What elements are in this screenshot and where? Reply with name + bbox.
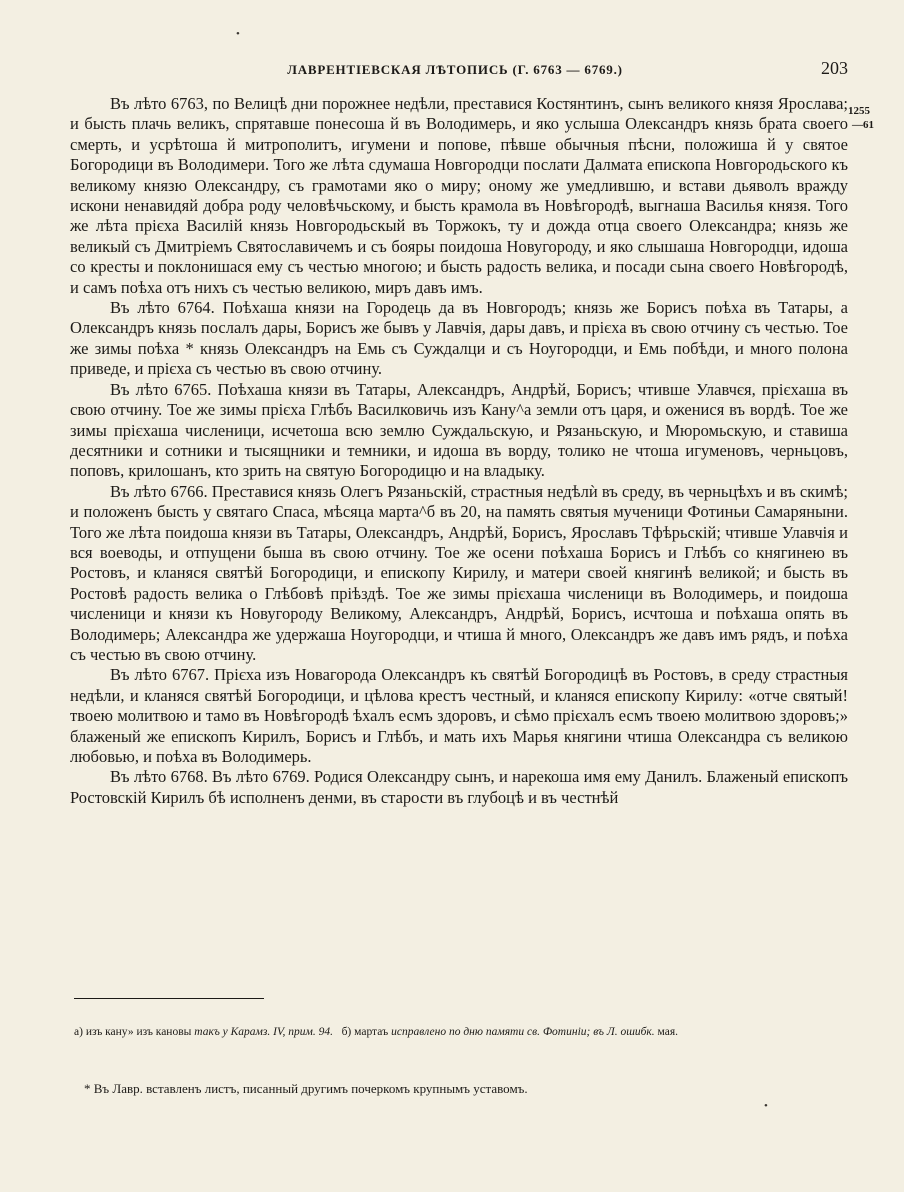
paragraph-6764: Въ лѣто 6764. Поѣхаша князи на Городець да въ Новгородъ; князь же Борисъ поѣха въ Татары, а Олександръ князь послалъ дары, Борисъ же бывъ у Лавчія, дары давъ, и прієха въ свою отчину съ честью. Тое же зимы поѣха * князь Олександръ на Емь съ Суждалци и съ Ноугородци, и Емь побѣди, и много полона приведе, и прієха съ честью въ свою отчину.	[70, 298, 848, 379]
footnote-line	[74, 1024, 850, 1040]
chronicle-body	[70, 94, 848, 808]
footnotes	[74, 1024, 850, 1040]
paragraph-6767: Въ лѣто 6767. Прієха изъ Новагорода Олександръ къ святѣй Богородицѣ въ Ростовъ, в среду страстныя недѣли, и кланяся святѣй Богородици, и цѣлова крестъ честный, и кланяся епископу Кирилу: «отче святый! твоею молитвою и тамо въ Новѣгородѣ ѣхалъ есмъ здоровъ, и сѣмо прієхалъ есмъ твоею молитвою здоровъ;» блаженый же епископъ Кирилъ, Борисъ и Глѣбъ, и мать ихъ Марья княгини чтиша Олександра съ великою любовью, и поѣха въ Володимерь.	[70, 665, 848, 766]
footnote-b-tail: мая.	[657, 1026, 679, 1038]
footnote-b-label: б)	[341, 1026, 352, 1038]
margin-note-line-2: —61	[852, 119, 874, 131]
paper-speck: •	[236, 28, 240, 40]
paragraph-6765: Въ лѣто 6765. Поѣхаша князи въ Татары, Александръ, Андрѣй, Борисъ; чтивше Улавчєя, прієхаша въ свою отчину. Тое же зимы прієха Глѣбъ Василковичь изъ Кану^а земли отъ царя, и оженися въ вордѣ. Тое же зимы прієхаша численици, исчетоша всю землю Суждальскую, и Рязаньскую, и Мюромьскую, и ставиша десятники и сотники и тысящники и темники, и идоша въ ворду, толико не чтоша игуменовъ, черньцовъ, поповъ, крилошанъ, кто зрить на святую Богородицю и на владыку.	[70, 379, 848, 481]
paragraph-6763: Въ лѣто 6763, по Велицѣ дни порожнее недѣли, преставися Костянтинъ, сынъ великого князя Ярослава; и бысть плачь великъ, спрятавше понесоша й въ Володимерь, и яко услыша Олександръ князь брата своего смерть, и усрѣтоша й митрополитъ, игумени и попове, пѣвше обычныя пѣсни, положиша й у святое Богородици въ Володимери. Того же лѣта сдумаша Новгородци послати Далмата епископа Новгородьского къ великому князю Олександру, съ грамотами яко о миру; оному же умедлившю, и встави дьяволъ вражду искони ненавидяй добра роду человѣчьскому, и бысть крамола въ Новѣгородѣ, выгнаша Василья князя. Того же лѣта прієха Василій князь Новгородьскый въ Торжокъ, ту и дожда отца своего Олександра; князь же великый съ Дмитріемъ Святославичемъ и съ бояры поидоша Новугороду, и яко слышаша Новгородци, идоша со кресты и поклонишася ему съ честью многою; и бысть радость велика, и посади сына своего Новѣгородѣ, и самъ поѣха отъ нихъ съ честью великою, миръ давъ имъ.	[70, 94, 848, 297]
footnote-a-reading: изъ кану»	[85, 1026, 134, 1038]
footnote-a-text: изъ кановы	[136, 1026, 192, 1038]
insertion-note: * Въ Лавр. вставленъ листъ, писанный другимъ почеркомъ крупнымъ уставомъ.	[84, 1081, 528, 1096]
paragraph-6766: Въ лѣто 6766. Преставися князь Олегъ Рязаньскій, страстныя недѣлѝ въ среду, въ черньцѣхъ и въ скимѣ; и положенъ бысть у святаго Спаса, мѣсяца марта^б въ 20, на память святыя мученици Фотиньи Самаряныни. Того же лѣта поидоша князи въ Татары, Олександръ, Андрѣй, Борисъ, Ярославъ Тфѣрьскій; чтивше Улавчія и вся воеводы, и отпущени быша въ свою отчину. Тое же осени поѣхаша Борисъ и Глѣбъ со княгинею въ Ростовъ, и кланяся святѣй Богородици, и епископу Кирилу, и матери своей княгинѣ великой; и бысть въ Ростовѣ радость велика о Глѣбовѣ пріѣздѣ. Тое же зимы прієхаша численици въ Володимерь, и поидоша численици и князи къ Новугороду Великому, Александръ, Андрѣй, Борисъ, исчтоша и поѣхаша опять въ Володимерь; Александра же удержаша Ноугородци, и чтиша й много, Олександръ же давъ имъ рядъ, и поѣха съ честью въ свою отчину.	[70, 481, 848, 664]
paper-speck: •	[764, 1100, 768, 1112]
page-number: 203	[821, 58, 848, 78]
running-title: ЛАВРЕНТІЕВСКАЯ ЛѢТОПИСЬ (Г. 6763 — 6769.)	[287, 62, 623, 77]
footnote-a-source: такъ у Карамз. IV, прим. 94.	[194, 1026, 333, 1038]
footnote-divider	[74, 998, 264, 999]
margin-year-note	[848, 104, 888, 132]
margin-note-line-1: 1255	[848, 105, 870, 117]
footnote-a-label: а)	[74, 1026, 83, 1038]
page-header	[60, 58, 850, 86]
paragraph-6768-6769: Въ лѣто 6768. Въ лѣто 6769. Родися Олександру сынъ, и нарекоша имя ему Данилъ. Блаженый епископъ Ростовскій Кирилъ бѣ исполненъ денми, въ старости въ глубоцѣ и въ честнѣй	[70, 767, 848, 807]
footnote-b-source: исправлено по дню памяти св. Фотиніи; въ Л. ошибк.	[391, 1026, 655, 1038]
footnote-b-reading: мартаъ	[354, 1026, 389, 1038]
